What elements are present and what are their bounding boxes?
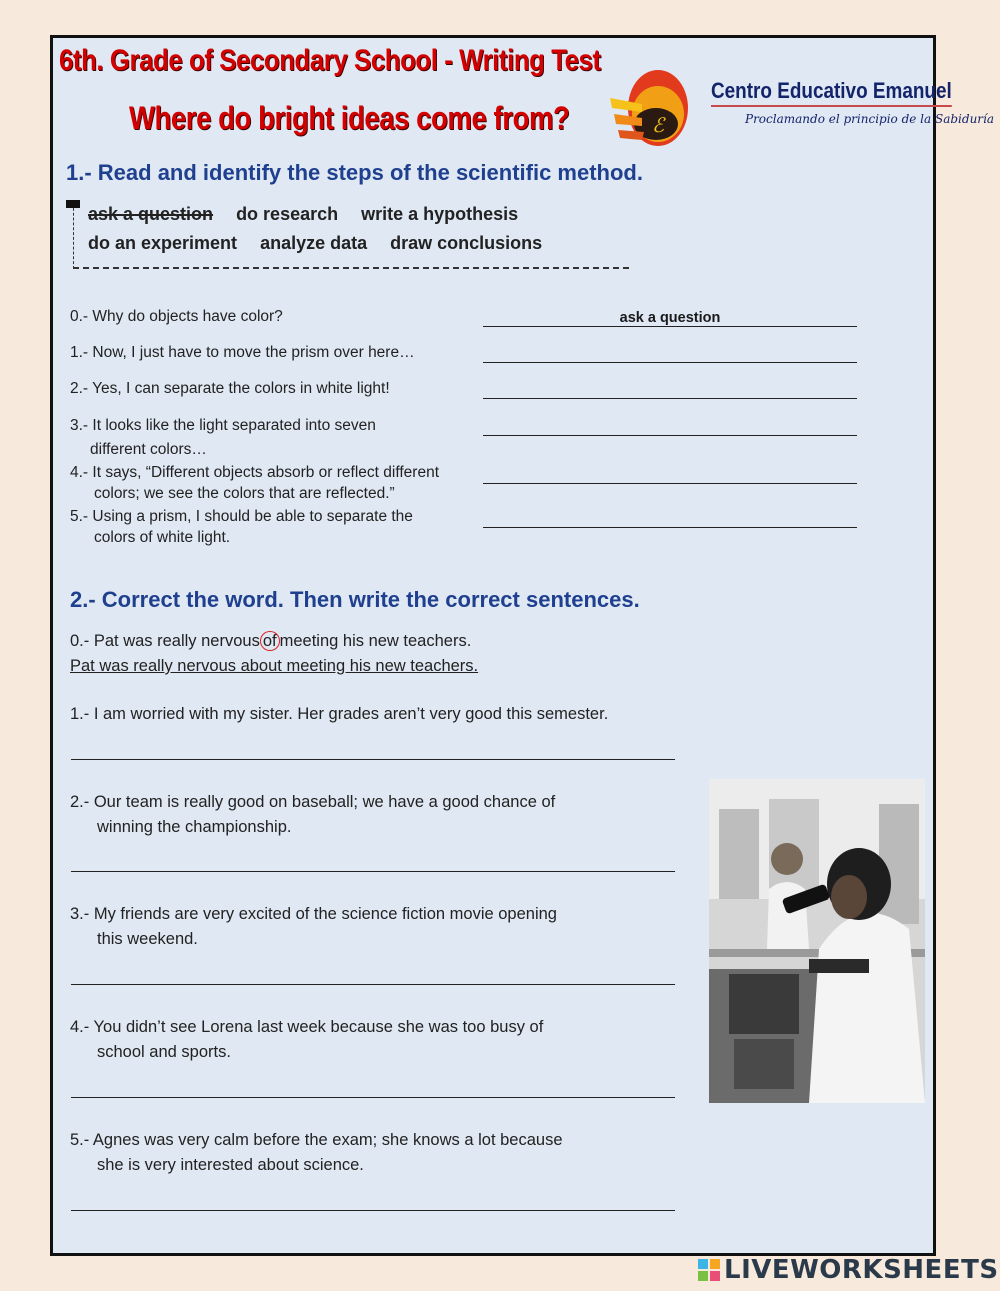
liveworksheets-brand: LIVEWORKSHEETS: [724, 1255, 999, 1285]
drag-handle-icon[interactable]: [66, 200, 80, 208]
sentence-text: she is very interested about science.: [97, 1156, 364, 1174]
example-text: 0.- Pat was really nervous: [70, 632, 260, 650]
word-bank-item[interactable]: analyze data: [260, 233, 368, 253]
answer-field[interactable]: [483, 380, 857, 399]
sentence-text: 1.- I am worried with my sister. Her grades aren’t very good this semester.: [70, 705, 609, 723]
question-item: [70, 305, 283, 329]
section1-title: 1.- Read and identify the steps of the scientific method.: [66, 160, 643, 185]
question-item: [70, 414, 376, 462]
word-bank-item[interactable]: draw conclusions: [390, 233, 543, 253]
question-item: [70, 506, 413, 548]
answer-field[interactable]: [483, 344, 857, 363]
school-motto: Proclamando el principio de la Sabiduría: [745, 112, 995, 126]
word-bank-item[interactable]: write a hypothesis: [361, 204, 519, 224]
liveworksheets-logo-icon: [698, 1259, 720, 1281]
question-text: 0.- Why do objects have color?: [70, 308, 283, 325]
school-logo: [608, 64, 696, 152]
example-answer: Pat was really nervous about meeting his new teachers.: [70, 657, 479, 675]
question-item: [70, 377, 390, 401]
answer-line[interactable]: [71, 983, 675, 985]
worksheet: [50, 35, 995, 1256]
worksheet-subtitle: Where do bright ideas come from?: [129, 100, 570, 136]
word-bank-item[interactable]: do an experiment: [88, 233, 238, 253]
scientist-photo: [709, 779, 925, 1103]
question-text: 3.- It looks like the light separated into seven: [70, 417, 376, 434]
question-item: [70, 462, 439, 504]
sentence-item: [70, 702, 608, 727]
svg-text:ℰ: ℰ: [652, 113, 665, 137]
question-text: colors of white light.: [94, 529, 231, 546]
question-text: 1.- Now, I just have to move the prism over here…: [70, 344, 415, 361]
answer-value: ask a question: [619, 310, 721, 326]
sentence-text: school and sports.: [97, 1043, 231, 1061]
word-bank-item[interactable]: do research: [236, 204, 339, 224]
sentence-item: [70, 1128, 563, 1178]
answer-line[interactable]: [71, 870, 675, 872]
answer-line[interactable]: [71, 1209, 675, 1211]
school-name: Centro Educativo Emanuel: [711, 78, 952, 107]
section2-title: 2.- Correct the word. Then write the correct sentences.: [70, 587, 640, 612]
question-item: [70, 341, 415, 365]
question-text: 4.- It says, “Different objects absorb or reflect different: [70, 464, 440, 481]
answer-field[interactable]: [483, 465, 857, 484]
question-text: colors; we see the colors that are reflected.”: [94, 485, 395, 502]
question-text: different colors…: [90, 441, 207, 458]
example-sentence: [70, 629, 471, 654]
word-bank-item[interactable]: ask a question: [88, 204, 214, 224]
sentence-text: 3.- My friends are very excited of the science fiction movie opening: [70, 905, 557, 923]
answer-line[interactable]: [71, 1096, 675, 1098]
sentence-item: [70, 902, 557, 952]
answer-line[interactable]: [71, 758, 675, 760]
sentence-text: winning the championship.: [97, 818, 292, 836]
question-text: 2.- Yes, I can separate the colors in white light!: [70, 380, 390, 397]
answer-field[interactable]: [483, 417, 857, 436]
sentence-text: this weekend.: [97, 930, 198, 948]
sentence-text: 5.- Agnes was very calm before the exam; she knows a lot because: [70, 1131, 563, 1149]
sentence-item: [70, 1015, 543, 1065]
question-text: 5.- Using a prism, I should be able to separate the: [70, 508, 413, 525]
sentence-text: 4.- You didn’t see Lorena last week because she was too busy of: [70, 1018, 544, 1036]
sentence-text: 2.- Our team is really good on baseball; we have a good chance of: [70, 793, 556, 811]
sentence-item: [70, 790, 555, 840]
word-bank-row: [88, 204, 536, 225]
example-text: meeting his new teachers.: [279, 632, 472, 650]
answer-field[interactable]: [483, 509, 857, 528]
word-bank-row: [88, 233, 560, 254]
circled-word: of: [260, 631, 280, 651]
worksheet-title: 6th. Grade of Secondary School - Writing Test: [59, 44, 601, 77]
word-bank: [73, 203, 629, 269]
answer-field[interactable]: [483, 308, 857, 327]
